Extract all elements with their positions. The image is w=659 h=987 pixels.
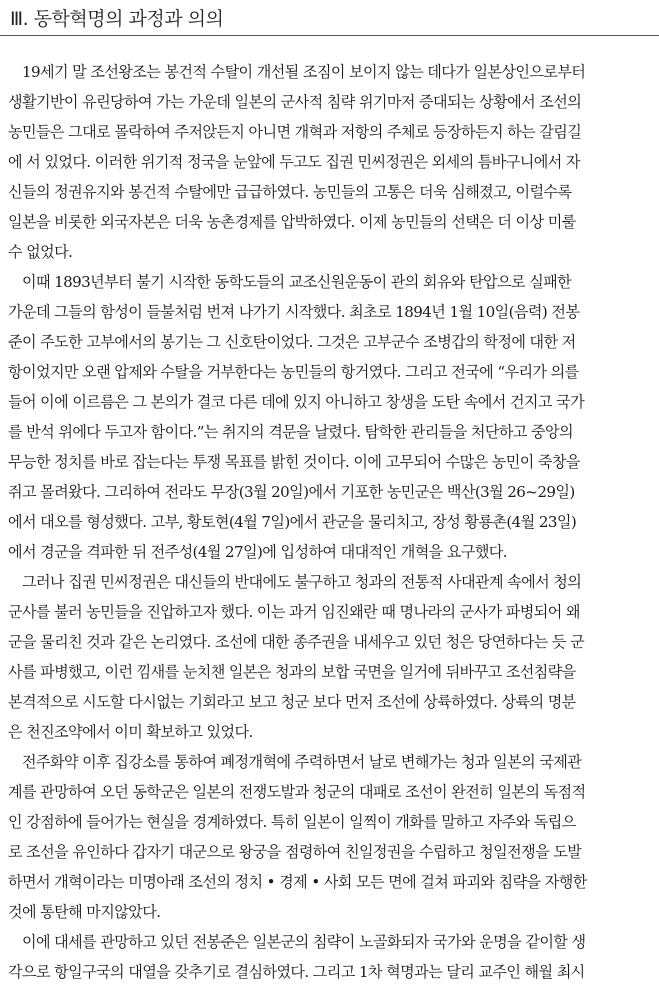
text-line: 그러나 집권 민씨정권은 대신들의 반대에도 불구하고 청과의 전통적 사대관계 속에서 청의 xyxy=(22,573,582,591)
text-line: 생활기반이 유린당하여 가는 가운데 일본의 군사적 침략 위기마저 증대되는 상황에서 조선의 xyxy=(8,93,582,111)
text-line: 무능한 정치를 바로 잡는다는 투쟁 목표를 밝힌 것이다. 이에 고무되어 수많은 농민이 죽창을 xyxy=(8,453,580,471)
text-line: 은 천진조약에서 이미 확보하고 있었다. xyxy=(8,723,253,741)
text-line: 에 서 있었다. 이러한 위기적 정국을 눈앞에 두고도 집권 민씨정권은 외세의 틈바구니에서 자 xyxy=(8,153,580,171)
paragraph-5 xyxy=(8,927,651,987)
text-line: 군사를 불러 농민들을 진압하고자 했다. 이는 과거 임진왜란 때 명나라의 군사가 파병되어 왜 xyxy=(8,603,580,621)
text-line: 군을 물리친 것과 같은 논리였다. 조선에 대한 종주권을 내세우고 있던 청은 당연하다는 듯 군 xyxy=(8,633,585,651)
text-line: 전주화약 이후 집강소를 통하여 폐정개혁에 주력하면서 날로 변해가는 청과 일본의 국제관 xyxy=(22,753,582,771)
text-line: 인 강점하에 들어가는 현실을 경계하였다. 특히 일본이 일찍이 개화를 말하고 자주와 독립으 xyxy=(8,813,576,831)
text-line: 19세기 말 조선왕조는 봉건적 수탈이 개선될 조짐이 보이지 않는 데다가 일본상인으로부터 xyxy=(22,63,586,81)
text-line: 에서 경군을 격파한 뒤 전주성(4월 27일)에 입성하여 대대적인 개혁을 요구했다. xyxy=(8,543,507,561)
text-line: 각으로 항일구국의 대열을 갖추기로 결심하였다. 그리고 1차 혁명과는 달리 교주인 해월 최시 xyxy=(8,963,585,981)
paragraph-4 xyxy=(8,747,651,927)
text-line: 준이 주도한 고부에서의 봉기는 그 신호탄이었다. 그것은 고부군수 조병갑의 학정에 대한 저 xyxy=(8,333,576,351)
text-line: 로 조선을 유인하다 갑자기 대군으로 왕궁을 점령하여 친일정권을 수립하고 청일전쟁을 도발 xyxy=(8,843,582,861)
paragraph-1 xyxy=(8,57,651,267)
text-line: 사를 파병했고, 이런 낌새를 눈치챈 일본은 청과의 보합 국면을 일거에 뒤바꾸고 조선침략을 xyxy=(8,663,576,681)
text-line: 수 없었다. xyxy=(8,243,73,261)
paragraph-3 xyxy=(8,567,651,747)
heading-divider xyxy=(0,35,659,36)
text-line: 것에 통탄해 마지않았다. xyxy=(8,903,161,921)
text-line: 이에 대세를 관망하고 있던 전봉준은 일본군의 침략이 노골화되자 국가와 운명을 같이할 생 xyxy=(22,933,586,951)
text-line: 에서 대오를 형성했다. 고부, 황토현(4월 7일)에서 관군을 물리치고, 장성 황룡촌(4월 23일) xyxy=(8,513,577,531)
text-line: 하면서 개혁이라는 미명아래 조선의 정치 • 경제 • 사회 모든 면에 걸쳐 파괴와 침략을 자행한 xyxy=(8,873,587,891)
section-heading: Ⅲ. 동학혁명의 과정과 의의 xyxy=(10,8,224,30)
text-line: 일본을 비롯한 외국자본은 더욱 농촌경제를 압박하였다. 이제 농민들의 선택은 더 이상 미룰 xyxy=(8,213,576,231)
text-line: 계를 관망하여 오던 동학군은 일본의 전쟁도발과 청군의 대패로 조선이 완전히 일본의 독점적 xyxy=(8,783,586,801)
text-line: 본격적으로 시도할 다시없는 기회라고 보고 청군 보다 먼저 조선에 상륙하였다. 상륙의 명분 xyxy=(8,693,576,711)
body-text xyxy=(8,57,651,987)
text-line: 신들의 정권유지와 봉건적 수탈에만 급급하였다. 농민들의 고통은 더욱 심해졌고, 이럴수록 xyxy=(8,183,572,201)
text-line: 들어 이에 이르름은 그 본의가 결코 다른 데에 있지 아니하고 창생을 도탄 속에서 건지고 국가 xyxy=(8,393,585,411)
text-line: 농민들은 그대로 몰락하여 주저앉든지 아니면 개혁과 저항의 주체로 등장하든지 하는 갈림길 xyxy=(8,123,582,141)
text-line: 쥐고 몰려왔다. 그리하여 전라도 무장(3월 20일)에서 기포한 농민군은 백산(3월 26~29일) xyxy=(8,483,575,501)
text-line: 이때 1893년부터 불기 시작한 동학도들의 교조신원운동이 관의 회유와 탄압으로 실패한 xyxy=(22,273,572,291)
text-line: 를 반석 위에다 두고자 함이다.”는 취지의 격문을 날렸다. 탐학한 관리들을 처단하고 중앙의 xyxy=(8,423,573,441)
text-line: 항이었지만 오랜 압제와 수탈을 거부한다는 농민들의 항거였다. 그리고 전국에 “우리가 의를 xyxy=(8,363,579,381)
text-line: 가운데 그들의 함성이 들불처럼 번져 나가기 시작했다. 최초로 1894년 1월 10일(음력) 전봉 xyxy=(8,303,580,321)
paragraph-2 xyxy=(8,267,651,567)
